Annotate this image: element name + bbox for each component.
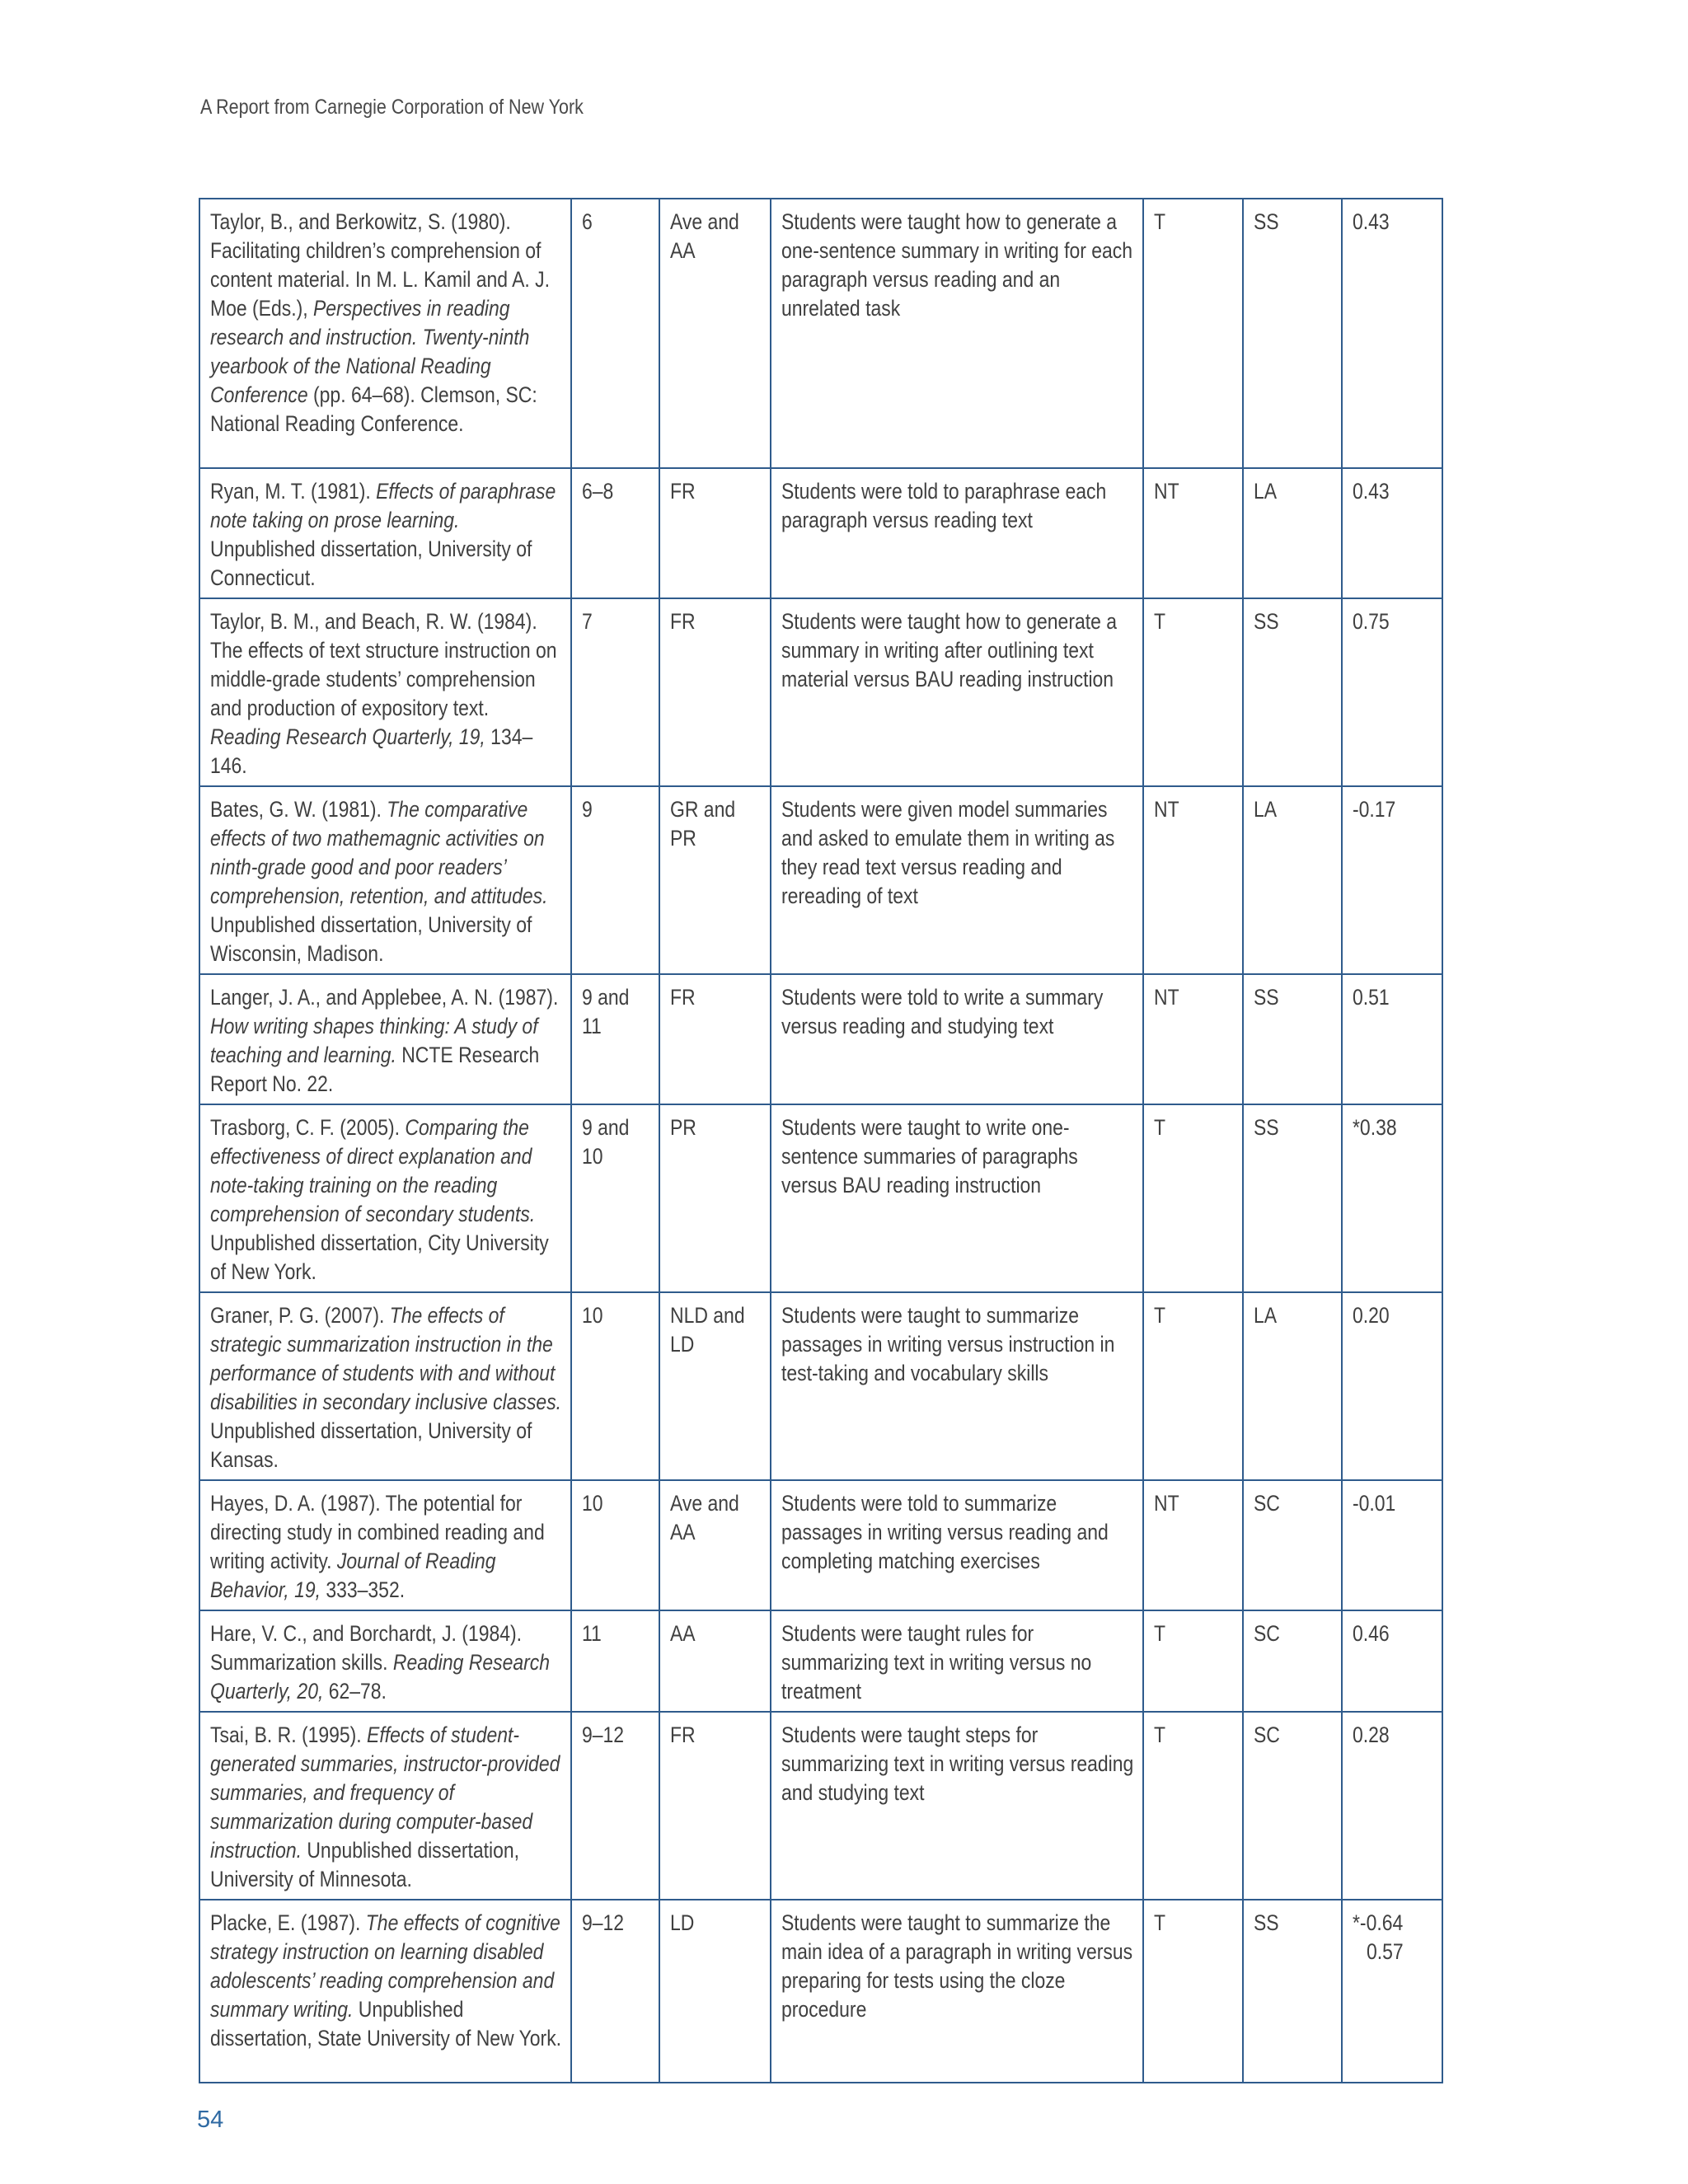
effect-size-text [1353,1301,1433,1330]
citation-cell [199,1712,571,1900]
domain-cell [1243,1480,1342,1610]
grade-cell [571,1480,659,1610]
participants-text: FR [670,609,696,634]
table-row [199,1480,1442,1610]
citation-post: Unpublished dissertation, State University of New York. [210,1997,562,2050]
participants-text: FR [670,1722,696,1747]
treatment-text: Students were given model summaries and asked to emulate them in writing as they read text versus reading and rereading of text [781,797,1115,908]
domain-cell [1243,598,1342,786]
table-row [199,468,1442,598]
effect-size-value: 0.28 [1353,1722,1390,1747]
treatment-text: Students were told to summarize passages in writing versus reading and completing matching exercises [781,1491,1109,1573]
training-text: NT [1154,479,1179,504]
training-cell [1143,974,1243,1104]
training-cell [1143,1480,1243,1610]
citation-italic: Comparing the effectiveness of direct explanation and note-taking training on the reading comprehension of secondary students. [210,1115,536,1226]
treatment-cell [771,199,1143,468]
treatment-cell [771,1292,1143,1480]
table-row [199,974,1442,1104]
training-cell [1143,468,1243,598]
citation-pre: Hare, V. C., and Borchardt, J. (1984). Summarization skills. [210,1621,523,1675]
effect-size-cell [1342,598,1442,786]
effect-size-text [1353,1619,1433,1648]
citation-pre: Tsai, B. R. (1995). [210,1722,368,1747]
report-header: A Report from Carnegie Corporation of New York [200,96,584,119]
treatment-cell [771,468,1143,598]
domain-text: SS [1254,1115,1279,1140]
table-row [199,1292,1442,1480]
effect-size-cell [1342,1712,1442,1900]
citation-pre: Graner, P. G. (2007). [210,1303,390,1328]
table-row [199,1712,1442,1900]
training-text: T [1154,1115,1166,1140]
treatment-cell [771,974,1143,1104]
training-cell [1143,786,1243,974]
participants-text: FR [670,985,696,1010]
treatment-text: Students were taught rules for summarizing text in writing versus no treatment [781,1621,1092,1704]
page-number: 54 [197,2107,224,2133]
citation-italic: Reading Research Quarterly, 19, [210,724,485,749]
participants-text: GR and PR [670,797,736,851]
citation-text [210,607,562,780]
grade-text: 9 [582,797,593,822]
effect-size-value: 0.51 [1353,985,1390,1010]
effect-size-value: -0.17 [1353,797,1396,822]
citation-pre: Langer, J. A., and Applebee, A. N. (1987). [210,985,559,1010]
table-row [199,1900,1442,2083]
treatment-text: Students were taught to write one-sentence summaries of paragraphs versus BAU reading instruction [781,1115,1078,1197]
training-cell [1143,1610,1243,1712]
citation-pre: Trasborg, C. F. (2005). [210,1115,406,1140]
domain-text: LA [1254,797,1278,822]
treatment-cell [771,1900,1143,2083]
table-row [199,598,1442,786]
citation-post: Unpublished dissertation, University of Minnesota. [210,1838,520,1891]
effect-size-text [1353,983,1433,1012]
training-cell [1143,199,1243,468]
effect-size-cell [1342,974,1442,1104]
grade-text: 9–12 [582,1722,625,1747]
treatment-cell [771,1104,1143,1292]
participants-text: AA [670,1621,696,1646]
effect-size-value: 0.43 [1353,479,1390,504]
table-row [199,199,1442,468]
grade-cell [571,1900,659,2083]
training-text: T [1154,209,1166,234]
effect-size-cell [1342,1292,1442,1480]
effect-size-cell [1342,1900,1442,2083]
training-text: NT [1154,797,1179,822]
effect-size-cell [1342,1480,1442,1610]
treatment-cell [771,786,1143,974]
participants-text: PR [670,1115,696,1140]
participants-cell [659,1610,771,1712]
citation-italic: The effects of cognitive strategy instruction on learning disabled adolescents’ reading comprehension and summary writing. [210,1910,560,2022]
citation-italic: How writing shapes thinking: A study of teaching and learning. [210,1014,538,1067]
domain-text: SC [1254,1722,1280,1747]
citation-cell [199,468,571,598]
effect-size-text [1353,795,1433,824]
training-text: T [1154,1621,1166,1646]
citation-pre: Placke, E. (1987). [210,1910,366,1935]
effect-size-value: *0.38 [1353,1115,1397,1140]
domain-cell [1243,1712,1342,1900]
grade-text: 6 [582,209,593,234]
grade-cell [571,1610,659,1712]
treatment-cell [771,1610,1143,1712]
participants-text: LD [670,1910,695,1935]
grade-text: 10 [582,1491,603,1516]
participants-text: FR [670,479,696,504]
citation-post: 134–146. [210,724,533,778]
domain-cell [1243,468,1342,598]
domain-cell [1243,1292,1342,1480]
citation-italic: Effects of paraphrase note taking on prose learning. [210,479,556,532]
effect-size-text [1353,1113,1433,1142]
citation-post: Unpublished dissertation, University of Connecticut. [210,537,532,590]
grade-text: 9–12 [582,1910,625,1935]
effect-size-cell [1342,1610,1442,1712]
training-text: T [1154,1303,1166,1328]
participants-cell [659,1292,771,1480]
treatment-text: Students were taught how to generate a summary in writing after outlining text material versus BAU reading instruction [781,609,1118,691]
domain-text: SC [1254,1491,1280,1516]
citation-text [210,983,562,1099]
citation-italic: Perspectives in reading research and instruction. Twenty-ninth yearbook of the National Reading Conference [210,296,530,407]
citation-text [210,1113,562,1286]
effect-size-text [1353,477,1433,506]
participants-cell [659,199,771,468]
training-text: NT [1154,985,1179,1010]
effect-size-cell [1342,199,1442,468]
citation-post: Unpublished dissertation, University of Kansas. [210,1418,532,1472]
treatment-text: Students were taught to summarize passages in writing versus instruction in test-taking and vocabulary skills [781,1303,1115,1385]
domain-cell [1243,199,1342,468]
grade-cell [571,1104,659,1292]
citation-post: Unpublished dissertation, University of Wisconsin, Madison. [210,912,532,966]
treatment-text: Students were told to paraphrase each paragraph versus reading text [781,479,1107,532]
treatment-cell [771,1480,1143,1610]
domain-text: SS [1254,1910,1279,1935]
effect-size-cell [1342,468,1442,598]
citation-cell [199,598,571,786]
citation-post: (pp. 64–68). Clemson, SC: National Reading Conference. [210,382,537,436]
citation-italic: Journal of Reading Behavior, 19, [210,1549,496,1602]
citation-cell [199,1292,571,1480]
grade-cell [571,1712,659,1900]
participants-cell [659,1480,771,1610]
table-row [199,1610,1442,1712]
domain-cell [1243,1104,1342,1292]
participants-cell [659,468,771,598]
treatment-text: Students were told to write a summary versus reading and studying text [781,985,1104,1038]
citation-cell [199,1480,571,1610]
effect-size-value: 0.75 [1353,609,1390,634]
effect-size-value: 0.46 [1353,1621,1390,1646]
effect-size-value: *-0.64 [1353,1910,1404,1935]
treatment-text: Students were taught to summarize the main idea of a paragraph in writing versus preparing for tests using the cloze procedure [781,1910,1133,2022]
citation-post: NCTE Research Report No. 22. [210,1043,540,1096]
training-cell [1143,1900,1243,2083]
citation-cell [199,199,571,468]
studies-table [199,198,1443,2083]
citation-text [210,1619,562,1706]
citation-italic: The comparative effects of two mathemagnic activities on ninth-grade good and poor readers’ comprehension, retention, and attitudes. [210,797,548,908]
grade-text: 6–8 [582,479,614,504]
grade-cell [571,974,659,1104]
participants-cell [659,1900,771,2083]
training-cell [1143,1712,1243,1900]
domain-cell [1243,974,1342,1104]
effect-size-text [1353,1721,1433,1750]
domain-cell [1243,1610,1342,1712]
citation-text [210,208,562,438]
training-text: NT [1154,1491,1179,1516]
table-row [199,786,1442,974]
citation-text [210,1909,562,2053]
grade-cell [571,1292,659,1480]
citation-pre: Ryan, M. T. (1981). [210,479,377,504]
training-cell [1143,1104,1243,1292]
participants-text: NLD and LD [670,1303,745,1357]
citation-italic: Reading Research Quarterly, 20, [210,1650,550,1704]
citation-text [210,477,562,593]
domain-text: SS [1254,609,1279,634]
grade-text: 9 and 10 [582,1115,630,1169]
grade-text: 7 [582,609,593,634]
effect-size-cell [1342,786,1442,974]
citation-post: Unpublished dissertation, City University of New York. [210,1230,549,1284]
grade-text: 9 and 11 [582,985,630,1038]
treatment-text: Students were taught how to generate a one-sentence summary in writing for each paragraph versus reading and an unrelated task [781,209,1133,321]
participants-cell [659,786,771,974]
domain-text: SS [1254,209,1279,234]
effect-size-text [1353,1909,1433,1966]
grade-text: 11 [582,1621,602,1646]
effect-size-value: 0.20 [1353,1303,1390,1328]
citation-pre: Bates, G. W. (1981). [210,797,387,822]
citation-cell [199,1610,571,1712]
participants-cell [659,974,771,1104]
domain-cell [1243,1900,1342,2083]
participants-cell [659,598,771,786]
participants-cell [659,1104,771,1292]
treatment-cell [771,1712,1143,1900]
effect-size-text [1353,1489,1433,1518]
training-cell [1143,1292,1243,1480]
domain-cell [1243,786,1342,974]
training-text: T [1154,609,1166,634]
treatment-text: Students were taught steps for summarizing text in writing versus reading and studying text [781,1722,1134,1805]
grade-text: 10 [582,1303,603,1328]
domain-text: LA [1254,479,1278,504]
training-cell [1143,598,1243,786]
grade-cell [571,468,659,598]
effect-size-value: -0.01 [1353,1491,1396,1516]
citation-italic: The effects of strategic summarization instruction in the performance of students with and without disabilities in secondary inclusive classes. [210,1303,562,1414]
effect-size-text [1353,208,1433,237]
citation-cell [199,786,571,974]
citation-text [210,795,562,968]
citation-cell [199,1900,571,2083]
effect-size-value: 0.43 [1353,209,1390,234]
domain-text: SS [1254,985,1279,1010]
citation-post: 333–352. [320,1577,406,1602]
citation-pre: Taylor, B. M., and Beach, R. W. (1984). The effects of text structure instruction on middle-grade students’ comprehension and production of expository text. [210,609,557,720]
citation-pre: Taylor, B., and Berkowitz, S. (1980). Facilitating children’s comprehension of content material. In M. L. Kamil and A. J. Moe (Eds.), [210,209,551,321]
training-text: T [1154,1910,1166,1935]
effect-size-cell [1342,1104,1442,1292]
domain-text: LA [1254,1303,1278,1328]
citation-italic: Effects of student-generated summaries, instructor-provided summaries, and frequency of summarization during computer-based instruction. [210,1722,560,1863]
grade-cell [571,786,659,974]
treatment-cell [771,598,1143,786]
citation-cell [199,1104,571,1292]
participants-text: Ave and AA [670,1491,739,1544]
citation-text [210,1721,562,1894]
grade-cell [571,598,659,786]
citation-text [210,1489,562,1605]
domain-text: SC [1254,1621,1280,1646]
effect-size-value-secondary: 0.57 [1367,1939,1404,1964]
effect-size-text [1353,607,1433,636]
citation-text [210,1301,562,1474]
participants-text: Ave and AA [670,209,739,263]
participants-cell [659,1712,771,1900]
citation-pre: Hayes, D. A. (1987). The potential for directing study in combined reading and writing activity. [210,1491,545,1573]
citation-cell [199,974,571,1104]
grade-cell [571,199,659,468]
training-text: T [1154,1722,1166,1747]
table-row [199,1104,1442,1292]
citation-post: 62–78. [323,1679,387,1704]
